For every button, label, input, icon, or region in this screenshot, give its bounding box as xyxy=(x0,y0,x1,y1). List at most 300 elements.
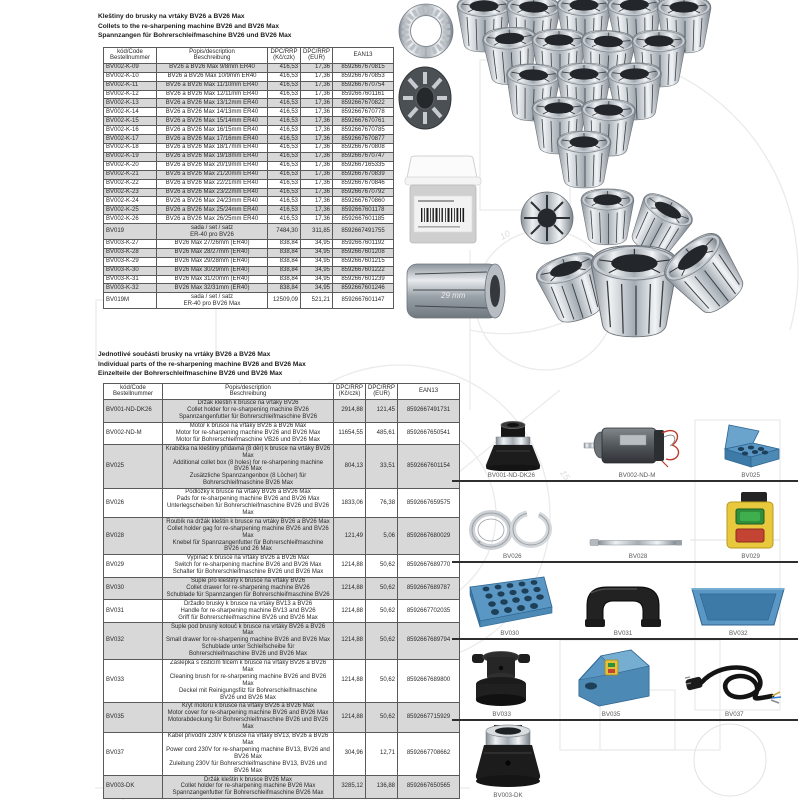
product-photo-label: BV030 xyxy=(500,630,519,637)
collets-row-BV002-K-10 xyxy=(104,72,394,81)
cell-price-eur: 17,36 xyxy=(301,72,333,81)
cell-code: BV002-K-18 xyxy=(104,143,157,152)
cell-description: sada / set / satz ER-40 pro BV26 xyxy=(157,224,268,240)
cell-ean13: 8592667702035 xyxy=(398,600,460,623)
cell-price-czk: 1214,88 xyxy=(334,659,366,702)
cell-price-eur: 50,62 xyxy=(366,702,398,732)
section2-title xyxy=(98,350,306,379)
cell-description: BV26 a BV26 Max 18/17mm ER40 xyxy=(157,143,268,152)
cell-description: Držadlo brusky k brusce na vrtáky BV13 a BV26 Handle for re-sharpening machine BV13 and BV26 Griff für Bohrerschleifmaschine BV26 und BV26 Max xyxy=(163,600,334,623)
cell-price-eur: 17,36 xyxy=(301,215,333,224)
cell-ean13: 8592667601208 xyxy=(333,248,394,257)
product-photo-label: BV025 xyxy=(741,472,760,479)
cell-code: BV026 xyxy=(104,488,163,518)
product-photo-bv001-nd-dk26 xyxy=(463,421,559,480)
cell-price-czk: 838,84 xyxy=(268,284,301,293)
cell-code: BV002-ND-M xyxy=(104,422,163,445)
cell-code: BV002-K-12 xyxy=(104,90,157,99)
column-header: DPC/RRP (EUR) xyxy=(301,48,333,64)
cell-ean13: 8592667650541 xyxy=(398,422,460,445)
product-photo-bv028 xyxy=(588,532,688,561)
cell-price-eur: 12,71 xyxy=(366,732,398,775)
section1-title-en: Collets to the re-sharpening machine BV26 and BV26 Max xyxy=(98,22,280,30)
cell-code: BV003-K-30 xyxy=(104,266,157,275)
cell-price-czk: 304,96 xyxy=(334,732,366,775)
collets-row-BV003-K-31 xyxy=(104,275,394,284)
cell-price-czk: 416,53 xyxy=(268,90,301,99)
cell-code: BV002-K-13 xyxy=(104,99,157,108)
cell-ean13: 8592667670853 xyxy=(333,72,394,81)
collets-row-BV003-K-29 xyxy=(104,257,394,266)
parts-row-BV028 xyxy=(104,518,460,555)
cell-price-eur: 136,88 xyxy=(366,776,398,799)
cell-description: BV26 a BV26 Max 13/12mm ER40 xyxy=(157,99,268,108)
column-header: Popis/description Beschreibung xyxy=(157,48,268,64)
cell-code: BV037 xyxy=(104,732,163,775)
cell-ean13: 8592667601154 xyxy=(398,445,460,488)
collets-row-BV003-K-28 xyxy=(104,248,394,257)
cell-description: BV26 a BV26 Max 11/10mm ER40 xyxy=(157,81,268,90)
product-photo-label: BV035 xyxy=(601,711,621,718)
product-photo-bv030 xyxy=(462,571,558,638)
cell-code: BV035 xyxy=(104,702,163,732)
cell-price-czk: 1214,88 xyxy=(334,577,366,600)
cell-ean13: 8592667670778 xyxy=(333,108,394,117)
cell-code: BV019 xyxy=(104,224,157,240)
cell-price-eur: 50,62 xyxy=(366,600,398,623)
cell-price-eur: 34,95 xyxy=(301,239,333,248)
product-photo-bv029 xyxy=(719,490,783,561)
parts-table xyxy=(103,383,460,799)
cell-code: BV002-K-14 xyxy=(104,108,157,117)
cell-description: Šuple pro kleštiny k brusce na vrtáky BV26 Collet drawer for re-sharpening machine BV26 Schublade für Spannzangen für Bohrerschleifmaschine BV26 xyxy=(163,577,334,600)
cell-price-eur: 17,36 xyxy=(301,206,333,215)
cell-price-czk: 838,84 xyxy=(268,248,301,257)
cell-price-czk: 416,53 xyxy=(268,206,301,215)
collet-set-photo xyxy=(457,0,711,188)
photo-row xyxy=(452,640,798,721)
cell-code: BV003-K-32 xyxy=(104,284,157,293)
product-photo-bv037 xyxy=(684,658,784,719)
cell-price-czk: 838,84 xyxy=(268,266,301,275)
cell-ean13: 8592667165335 xyxy=(333,161,394,170)
collets-row-BV002-K-22 xyxy=(104,179,394,188)
collets-price-table xyxy=(103,47,394,309)
cell-price-czk: 121,49 xyxy=(334,518,366,555)
collets-row-BV002-K-14 xyxy=(104,108,394,117)
product-photo-label: BV026 xyxy=(503,553,522,560)
cell-description: BV26 a BV26 Max 25/24mm ER40 xyxy=(157,206,268,215)
cell-price-eur: 17,36 xyxy=(301,161,333,170)
parts-row-BV030 xyxy=(104,577,460,600)
cell-description: BV26 a BV26 Max 10/9mm ER40 xyxy=(157,72,268,81)
cell-code: BV001-ND-DK26 xyxy=(104,399,163,422)
cell-price-czk: 416,53 xyxy=(268,152,301,161)
collets-row-BV002-K-09 xyxy=(104,63,394,72)
watermark-dimension-label: 10 xyxy=(498,228,512,242)
collets-row-BV002-K-16 xyxy=(104,126,394,135)
cell-price-czk: 416,53 xyxy=(268,63,301,72)
collet-size-label: 29 mm xyxy=(441,291,466,300)
cell-price-czk: 416,53 xyxy=(268,161,301,170)
cell-price-czk: 1214,88 xyxy=(334,623,366,660)
cell-code: BV032 xyxy=(104,623,163,660)
cell-price-eur: 50,62 xyxy=(366,623,398,660)
cell-price-eur: 17,36 xyxy=(301,126,333,135)
cell-description: BV26 a BV26 Max 24/23mm ER40 xyxy=(157,197,268,206)
product-photo-bv032 xyxy=(688,583,788,638)
cell-description: BV26 Max 32/31mm (ER40) xyxy=(157,284,268,293)
cell-price-eur: 34,95 xyxy=(301,248,333,257)
parts-price-table xyxy=(103,383,460,799)
column-header: kód/Code Bestellnummer xyxy=(104,48,157,64)
cell-ean13: 8592667670860 xyxy=(333,197,394,206)
cell-price-eur: 5,06 xyxy=(366,518,398,555)
cell-ean13: 8592667670792 xyxy=(333,188,394,197)
parts-row-BV037 xyxy=(104,732,460,775)
column-header: EAN13 xyxy=(333,48,394,64)
collets-row-BV002-K-11 xyxy=(104,81,394,90)
parts-row-BV035 xyxy=(104,702,460,732)
cell-description: Krabička na kleštiny přídavná (8 děr) k brusce na vrtáky BV26 Max Additional collet box (8 holes) for re-sharpening machine BV26 Max Zusätzliche Spannzangenbox (8 Löcher) für Bohrerschleifmaschine BV26 Max xyxy=(163,445,334,488)
cell-ean13: 8592667670808 xyxy=(333,143,394,152)
cell-price-czk: 416,53 xyxy=(268,179,301,188)
cell-ean13: 8592667650565 xyxy=(398,776,460,799)
cell-ean13: 8592667670839 xyxy=(333,170,394,179)
photo-row xyxy=(452,482,798,563)
cell-price-czk: 416,53 xyxy=(268,135,301,144)
section1-title xyxy=(98,12,291,41)
cell-description: BV26 Max 31/20mm (ER40) xyxy=(157,275,268,284)
cell-code: BV002-K-09 xyxy=(104,63,157,72)
cell-price-czk: 804,13 xyxy=(334,445,366,488)
product-photo-label: BV001-ND-DK26 xyxy=(487,472,535,479)
cell-description: Roubík na držák kleštin k brusce na vrtáky BV26 a BV26 Max Collet holder gag for re-sharpening machine BV26 and BV26 Max Knebel für Spannzangenfutter für Bohrerschleifmaschine BV26 und 26 Max xyxy=(163,518,334,555)
cell-description: BV26 a BV26 Max 19/18mm ER40 xyxy=(157,152,268,161)
cell-price-czk: 416,53 xyxy=(268,81,301,90)
product-photo-bv026 xyxy=(467,508,557,561)
cell-price-eur: 50,62 xyxy=(366,659,398,702)
parts-row-BV032 xyxy=(104,623,460,660)
cell-price-eur: 485,61 xyxy=(366,422,398,445)
column-header: EAN13 xyxy=(398,384,460,400)
product-photo-label: BV003-DK xyxy=(493,792,523,799)
product-photo-bv002-nd-m xyxy=(582,421,692,480)
cell-price-czk: 838,84 xyxy=(268,257,301,266)
section1-title-cs: Kleštiny do brusky na vrtáky BV26 a BV26 Max xyxy=(98,13,245,20)
collets-row-BV002-K-25 xyxy=(104,206,394,215)
column-header: Popis/description Beschreibung xyxy=(163,384,334,400)
product-photo-label: BV037 xyxy=(725,711,744,718)
parts-row-BV029 xyxy=(104,554,460,577)
collets-row-BV002-K-17 xyxy=(104,135,394,144)
cell-description: BV26 a BV26 Max 15/14mm ER40 xyxy=(157,117,268,126)
cell-price-eur: 17,36 xyxy=(301,63,333,72)
product-photo-bv031 xyxy=(577,581,669,638)
cell-price-eur: 311,85 xyxy=(301,224,333,240)
parts-row-BV001-ND-DK26 xyxy=(104,399,460,422)
collets-row-BV002-K-19 xyxy=(104,152,394,161)
cell-description: BV26 a BV26 Max 21/20mm ER40 xyxy=(157,170,268,179)
cell-price-czk: 2914,88 xyxy=(334,399,366,422)
cell-code: BV031 xyxy=(104,600,163,623)
cell-ean13: 8592667601246 xyxy=(333,284,394,293)
column-header: DPC/RRP (EUR) xyxy=(366,384,398,400)
cell-description: BV26 a BV26 Max 23/22mm ER40 xyxy=(157,188,268,197)
slotted-disc-photo xyxy=(399,67,451,129)
cell-code: BV033 xyxy=(104,659,163,702)
header-row xyxy=(104,384,460,400)
cell-price-czk: 416,53 xyxy=(268,170,301,179)
parts-row-BV031 xyxy=(104,600,460,623)
cell-price-eur: 50,62 xyxy=(366,554,398,577)
product-photo-bv035 xyxy=(565,646,657,719)
cell-code: BV003-K-31 xyxy=(104,275,157,284)
cell-code: BV002-K-24 xyxy=(104,197,157,206)
watermark-dimension-label: 15 xyxy=(558,468,572,482)
cell-description: BV26 a BV26 Max 17/16mm ER40 xyxy=(157,135,268,144)
cell-price-eur: 17,36 xyxy=(301,108,333,117)
collets-row-BV019 xyxy=(104,224,394,240)
cell-description: BV26 Max 30/29mm (ER40) xyxy=(157,266,268,275)
cell-price-eur: 50,62 xyxy=(366,577,398,600)
collets-row-BV002-K-24 xyxy=(104,197,394,206)
cell-price-czk: 416,53 xyxy=(268,188,301,197)
cell-price-eur: 34,95 xyxy=(301,266,333,275)
cell-price-czk: 416,53 xyxy=(268,117,301,126)
cell-description: Šuple pod brusný kotouč k brusce na vrtáky BV26 a BV26 Max Small drawer for re-sharpening machine BV26 and BV26 Max Schublade unter Schleifscheibe für Bohrerschleifmaschine BV26 und BV26 Max xyxy=(163,623,334,660)
cell-code: BV002-K-26 xyxy=(104,215,157,224)
cell-price-eur: 17,36 xyxy=(301,179,333,188)
cell-ean13: 8592667491755 xyxy=(333,224,394,240)
section1-title-de: Spannzangen für Bohrerschleifmaschine BV26 und BV26 Max xyxy=(98,32,292,40)
product-photo-label: BV002-ND-M xyxy=(618,472,656,479)
cell-code: BV002-K-23 xyxy=(104,188,157,197)
grinding-wheel-photo xyxy=(399,4,453,58)
cell-ean13: 8592667689787 xyxy=(398,577,460,600)
column-header: DPC/RRP (Kč/czk) xyxy=(268,48,301,64)
cell-price-eur: 76,38 xyxy=(366,488,398,518)
section2-title-en: Individual parts of the re-sharpening machine BV26 and BV26 Max xyxy=(98,360,306,368)
cell-price-czk: 838,84 xyxy=(268,239,301,248)
photo-row xyxy=(452,721,798,800)
parts-row-BV002-ND-M xyxy=(104,422,460,445)
collets-row-BV002-K-15 xyxy=(104,117,394,126)
cell-price-eur: 17,36 xyxy=(301,117,333,126)
parts-photo-grid xyxy=(452,421,798,800)
cell-price-eur: 17,36 xyxy=(301,99,333,108)
product-photo-label: BV028 xyxy=(628,553,648,560)
section2-title-de: Einzelteile der Bohrerschleifmaschine BV26 und BV26 Max xyxy=(98,370,283,378)
cell-price-eur: 33,51 xyxy=(366,445,398,488)
cell-description: Podložky k brusce na vrtáky BV26 a BV26 Max Pads for re-sharpening machine BV26 and BV26 Max Unterlegscheiben für Bohrerschleifmaschine BV26 und BV26 Max xyxy=(163,488,334,518)
header-row xyxy=(104,48,394,64)
collets-row-BV002-K-12 xyxy=(104,90,394,99)
cell-description: Vypínač k brusce na vrtáky BV26 a BV26 Max Switch for re-sharpening machine BV26 and BV26 Max Schalter für Bohrerschleifmaschine BV26 und BV26 Max xyxy=(163,554,334,577)
collets-table xyxy=(103,47,394,309)
collets-row-BV002-K-13 xyxy=(104,99,394,108)
cell-price-czk: 1833,06 xyxy=(334,488,366,518)
cell-price-czk: 416,53 xyxy=(268,126,301,135)
cell-price-czk: 416,53 xyxy=(268,108,301,117)
cell-code: BV003-K-28 xyxy=(104,248,157,257)
section2-title-cs: Jednotlivé součásti brusky na vrtáky BV26 a BV26 Max xyxy=(98,351,271,358)
cell-price-eur: 17,36 xyxy=(301,188,333,197)
cell-price-czk: 3285,12 xyxy=(334,776,366,799)
cell-price-eur: 17,36 xyxy=(301,152,333,161)
cell-ean13: 8592667491731 xyxy=(398,399,460,422)
cell-code: BV002-K-15 xyxy=(104,117,157,126)
cell-description: Kabel přívodní 230V k brusce na vrtáky BV13, BV26 a BV26 Max Power cord 230V for re-sharpening machine BV13, BV26 and BV26 Max Zuleitung 230V für Bohrerschleifmaschine BV13, BV26 und BV26 Max xyxy=(163,732,334,775)
cell-code: BV002-K-17 xyxy=(104,135,157,144)
cell-price-czk: 7484,30 xyxy=(268,224,301,240)
cell-description: BV26 a BV26 Max 12/11mm ER40 xyxy=(157,90,268,99)
cell-description: Záslepka s čisticím filcem k brusce na vrtáky BV26 a BV26 Max Cleaning brush for re-sharpening machine BV26 and BV26 Max Deckel mit Reinigungsfilz für Bohrerschleifmaschine BV26 und BV26 Max xyxy=(163,659,334,702)
product-photo-bv025 xyxy=(715,421,787,480)
cell-ean13: 8592667689794 xyxy=(398,623,460,660)
cell-price-czk: 416,53 xyxy=(268,72,301,81)
collets-row-BV003-K-30 xyxy=(104,266,394,275)
cell-description: BV26 Max 28/27mm (ER40) xyxy=(157,248,268,257)
cell-ean13: 8592667670815 xyxy=(333,63,394,72)
cell-code: BV003-K-29 xyxy=(104,257,157,266)
cell-price-czk: 12509,09 xyxy=(268,293,301,309)
cell-code: BV002-K-10 xyxy=(104,72,157,81)
cell-code: BV028 xyxy=(104,518,163,555)
collets-row-BV002-K-23 xyxy=(104,188,394,197)
collets-row-BV019M xyxy=(104,293,394,309)
cell-description: BV26 a BV26 Max 22/21mm ER40 xyxy=(157,179,268,188)
cell-ean13: 8592667670846 xyxy=(333,179,394,188)
canister-photo xyxy=(405,156,481,243)
cell-code: BV003-K-27 xyxy=(104,239,157,248)
cell-description: BV26 a BV26 Max 14/13mm ER40 xyxy=(157,108,268,117)
cell-price-czk: 416,53 xyxy=(268,99,301,108)
cell-ean13: 8592667601192 xyxy=(333,239,394,248)
cell-ean13: 8592667670747 xyxy=(333,152,394,161)
cell-code: BV002-K-16 xyxy=(104,126,157,135)
cell-ean13: 8592667601222 xyxy=(333,266,394,275)
cell-ean13: 8592667670877 xyxy=(333,135,394,144)
cell-code: BV002-K-20 xyxy=(104,161,157,170)
cell-ean13: 8592667670822 xyxy=(333,99,394,108)
cell-description: BV26 Max 27/26mm (ER40) xyxy=(157,239,268,248)
cell-price-czk: 838,84 xyxy=(268,275,301,284)
parts-row-BV033 xyxy=(104,659,460,702)
cell-code: BV002-K-11 xyxy=(104,81,157,90)
cell-price-czk: 1214,88 xyxy=(334,554,366,577)
cell-ean13: 8592667680029 xyxy=(398,518,460,555)
cell-price-czk: 416,53 xyxy=(268,197,301,206)
photo-row xyxy=(452,563,798,640)
cell-ean13: 8592667670754 xyxy=(333,81,394,90)
cell-description: BV26 a BV26 Max 9/8mm ER40 xyxy=(157,63,268,72)
column-header: DPC/RRP (Kč/czk) xyxy=(334,384,366,400)
cell-price-eur: 17,36 xyxy=(301,143,333,152)
collets-row-BV002-K-21 xyxy=(104,170,394,179)
cell-ean13: 8592667601239 xyxy=(333,275,394,284)
cell-ean13: 8592667601147 xyxy=(333,293,394,309)
cell-code: BV002-K-22 xyxy=(104,179,157,188)
cell-description: sada / set / satz ER-40 pro BV26 Max xyxy=(157,293,268,309)
cell-ean13: 8592667601215 xyxy=(333,257,394,266)
product-photo-label: BV031 xyxy=(613,630,633,637)
cell-ean13: 8592667689800 xyxy=(398,659,460,702)
cell-ean13: 8592667670785 xyxy=(333,126,394,135)
parts-row-BV025 xyxy=(104,445,460,488)
cell-price-eur: 17,36 xyxy=(301,81,333,90)
column-header: kód/Code Bestellnummer xyxy=(104,384,163,400)
cell-ean13: 8592667601178 xyxy=(333,206,394,215)
collets-row-BV002-K-20 xyxy=(104,161,394,170)
cell-code: BV003-DK xyxy=(104,776,163,799)
cell-ean13: 8592667708662 xyxy=(398,732,460,775)
collets-row-BV003-K-27 xyxy=(104,239,394,248)
collet-29mm-photo xyxy=(407,264,505,318)
collets-row-BV003-K-32 xyxy=(104,284,394,293)
product-photo-label: BV032 xyxy=(729,630,748,637)
cell-ean13: 8592667659575 xyxy=(398,488,460,518)
cell-price-czk: 11654,55 xyxy=(334,422,366,445)
cell-ean13: 8592667689770 xyxy=(398,554,460,577)
cell-price-eur: 17,36 xyxy=(301,197,333,206)
cell-price-eur: 17,36 xyxy=(301,170,333,179)
barcode xyxy=(421,208,464,222)
collets-row-BV002-K-18 xyxy=(104,143,394,152)
cell-description: Držák kleštin k brusce na vrtáky BV26 Collet holder for re-sharpening machine BV26 Spannzangenfutter für Bohrerschleifmaschine BV26 xyxy=(163,399,334,422)
cell-price-czk: 416,53 xyxy=(268,143,301,152)
cell-code: BV025 xyxy=(104,445,163,488)
cell-price-czk: 1214,88 xyxy=(334,600,366,623)
product-photo-label: BV033 xyxy=(492,711,511,718)
cell-price-czk: 1214,88 xyxy=(334,702,366,732)
cell-price-eur: 17,36 xyxy=(301,90,333,99)
collets-product-photo xyxy=(393,0,800,360)
cell-description: BV26 a BV26 Max 20/19mm ER40 xyxy=(157,161,268,170)
cell-ean13: 8592667601161 xyxy=(333,90,394,99)
parts-row-BV003-DK xyxy=(104,776,460,799)
cell-code: BV002-K-19 xyxy=(104,152,157,161)
cell-code: BV019M xyxy=(104,293,157,309)
cell-ean13: 8592667670761 xyxy=(333,117,394,126)
cell-code: BV029 xyxy=(104,554,163,577)
cell-price-czk: 416,53 xyxy=(268,215,301,224)
cell-price-eur: 521,21 xyxy=(301,293,333,309)
cell-price-eur: 34,95 xyxy=(301,257,333,266)
cell-price-eur: 121,45 xyxy=(366,399,398,422)
cell-price-eur: 34,95 xyxy=(301,284,333,293)
cell-description: Držák kleštin k brusce BV26 Max Collet holder for re-sharpening machine BV26 Max Spannzangenfutter für Bohrerschleifmaschine BV26 Max xyxy=(163,776,334,799)
cell-description: BV26 a BV26 Max 26/25mm ER40 xyxy=(157,215,268,224)
cell-code: BV002-K-21 xyxy=(104,170,157,179)
product-photo-label: BV029 xyxy=(741,553,760,560)
cell-description: Motor k brusce na vrtáky BV26 a BV26 Max Motor for re-sharpening machine BV26 and BV26 Max Motor für Bohrerschleifmaschine VB26 und BV26 Max xyxy=(163,422,334,445)
cell-code: BV002-K-25 xyxy=(104,206,157,215)
product-photo-bv033 xyxy=(466,648,538,719)
cell-description: BV26 Max 29/28mm (ER40) xyxy=(157,257,268,266)
cell-ean13: 8592667715929 xyxy=(398,702,460,732)
cell-code: BV030 xyxy=(104,577,163,600)
product-photo-bv003-dk xyxy=(464,723,552,800)
collets-row-BV002-K-26 xyxy=(104,215,394,224)
parts-row-BV026 xyxy=(104,488,460,518)
cell-price-eur: 34,95 xyxy=(301,275,333,284)
cell-price-eur: 17,36 xyxy=(301,135,333,144)
cell-ean13: 8592667601185 xyxy=(333,215,394,224)
cell-description: BV26 a BV26 Max 16/15mm ER40 xyxy=(157,126,268,135)
photo-row xyxy=(452,421,798,482)
cell-description: Kryt motoru k brusce na vrtáky BV26 a BV26 Max Motor cover for re-sharpening machine BV26 and BV26 Max Motorabdeckung für Bohrerschleifmaschine BV26 und BV26 Max xyxy=(163,702,334,732)
